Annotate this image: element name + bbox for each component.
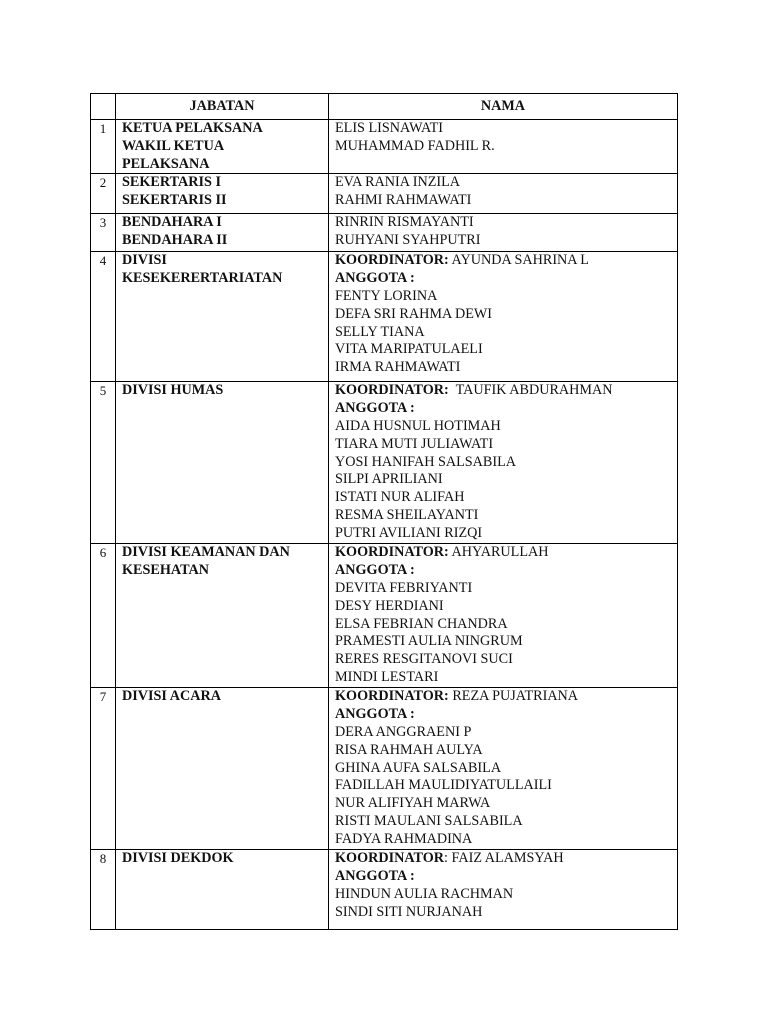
nama-cell xyxy=(329,382,678,544)
table-row xyxy=(91,174,678,214)
koordinator-line xyxy=(335,382,671,400)
anggota-label: ANGGOTA : xyxy=(335,868,415,885)
member-name: ELSA FEBRIAN CHANDRA xyxy=(335,615,508,632)
table-row xyxy=(91,850,678,930)
member-name: IRMA RAHMAWATI xyxy=(335,359,461,376)
jabatan-line: KETUA PELAKSANA xyxy=(122,120,263,136)
table-row xyxy=(91,544,678,688)
koordinator-line xyxy=(335,252,671,270)
jabatan-line: BENDAHARA I xyxy=(122,214,222,231)
table-row xyxy=(91,120,678,174)
koordinator-name: TAUFIK ABDURAHMAN xyxy=(448,382,613,399)
member-name: VITA MARIPATULAELI xyxy=(335,341,483,358)
header-jabatan: JABATAN xyxy=(116,94,329,120)
header-row xyxy=(91,94,678,120)
anggota-label: ANGGOTA : xyxy=(335,400,415,417)
koordinator-name: AYUNDA SAHRINA L xyxy=(448,252,589,269)
member-name: AIDA HUSNUL HOTIMAH xyxy=(335,417,501,434)
member-name: RERES RESGITANOVI SUCI xyxy=(335,651,513,668)
member-name: FADILLAH MAULIDIYATULLAILI xyxy=(335,777,552,794)
member-name: RINRIN RISMAYANTI xyxy=(335,214,474,231)
jabatan-line: SEKERTARIS II xyxy=(122,192,227,209)
nama-cell xyxy=(329,120,678,174)
jabatan-cell xyxy=(116,688,329,850)
member-name: FADYA RAHMADINA xyxy=(335,830,473,847)
member-name: SINDI SITI NURJANAH xyxy=(335,903,483,920)
koordinator-label: KOORDINATOR: xyxy=(335,688,449,705)
jabatan-line: PELAKSANA xyxy=(122,155,210,172)
jabatan-line: BENDAHARA II xyxy=(122,232,228,249)
table-header xyxy=(91,94,678,120)
nama-cell xyxy=(329,688,678,850)
table-row xyxy=(91,382,678,544)
member-name: FENTY LORINA xyxy=(335,287,438,304)
row-number: 4 xyxy=(91,252,116,382)
committee-table xyxy=(90,93,678,930)
member-name: RISTI MAULANI SALSABILA xyxy=(335,812,523,829)
nama-cell xyxy=(329,544,678,688)
koordinator-name: : FAIZ ALAMSYAH xyxy=(444,850,564,867)
table-row xyxy=(91,688,678,850)
jabatan-cell xyxy=(116,544,329,688)
jabatan-cell xyxy=(116,120,329,174)
nama-cell xyxy=(329,252,678,382)
nama-cell xyxy=(329,214,678,252)
jabatan-line: DIVISI HUMAS xyxy=(122,382,224,399)
row-number: 1 xyxy=(91,120,116,174)
member-name: DEVITA FEBRIYANTI xyxy=(335,579,473,596)
member-name: MUHAMMAD FADHIL R. xyxy=(335,137,495,154)
member-name: DEFA SRI RAHMA DEWI xyxy=(335,305,492,322)
table-body xyxy=(91,120,678,930)
member-name: SELLY TIANA xyxy=(335,323,425,340)
row-number: 8 xyxy=(91,850,116,930)
koordinator-label: KOORDINATOR: xyxy=(335,544,449,561)
koordinator-name: AHYARULLAH xyxy=(448,544,549,561)
member-name: SILPI APRILIANI xyxy=(335,471,443,488)
jabatan-line: KESEKERERTARIATAN xyxy=(122,270,283,287)
member-name: PRAMESTI AULIA NINGRUM xyxy=(335,633,523,650)
member-name: RAHMI RAHMAWATI xyxy=(335,192,472,209)
jabatan-line: SEKERTARIS I xyxy=(122,174,221,191)
jabatan-line: DIVISI KEAMANAN DAN xyxy=(122,544,290,561)
member-name: DERA ANGGRAENI P xyxy=(335,723,472,740)
member-name: MINDI LESTARI xyxy=(335,668,439,685)
header-nama: NAMA xyxy=(329,94,678,120)
jabatan-cell xyxy=(116,382,329,544)
member-name: HINDUN AULIA RACHMAN xyxy=(335,885,514,902)
row-number: 2 xyxy=(91,174,116,214)
member-name: TIARA MUTI JULIAWATI xyxy=(335,435,494,452)
member-name: YOSI HANIFAH SALSABILA xyxy=(335,453,517,470)
member-name: EVA RANIA INZILA xyxy=(335,174,461,191)
koordinator-line xyxy=(335,688,671,706)
jabatan-line: DIVISI xyxy=(122,252,167,269)
koordinator-line xyxy=(335,544,671,562)
jabatan-line: DIVISI DEKDOK xyxy=(122,850,234,867)
jabatan-cell xyxy=(116,174,329,214)
table-row xyxy=(91,214,678,252)
member-name: PUTRI AVILIANI RIZQI xyxy=(335,524,483,541)
row-number: 6 xyxy=(91,544,116,688)
member-name: RESMA SHEILAYANTI xyxy=(335,506,479,523)
koordinator-label: KOORDINATOR: xyxy=(335,252,449,269)
table-row xyxy=(91,252,678,382)
nama-cell xyxy=(329,174,678,214)
jabatan-cell xyxy=(116,214,329,252)
koordinator-label: KOORDINATOR: xyxy=(335,382,449,399)
anggota-label: ANGGOTA : xyxy=(335,270,415,287)
jabatan-cell xyxy=(116,850,329,930)
jabatan-line: DIVISI ACARA xyxy=(122,688,221,705)
member-name: GHINA AUFA SALSABILA xyxy=(335,759,502,776)
jabatan-cell xyxy=(116,252,329,382)
koordinator-name: REZA PUJATRIANA xyxy=(448,688,579,705)
row-number: 7 xyxy=(91,688,116,850)
nama-cell xyxy=(329,850,678,930)
member-name: NUR ALIFIYAH MARWA xyxy=(335,795,491,812)
header-no xyxy=(91,94,116,120)
member-name: ELIS LISNAWATI xyxy=(335,120,444,136)
row-number: 5 xyxy=(91,382,116,544)
jabatan-line: KESEHATAN xyxy=(122,562,209,579)
jabatan-line: WAKIL KETUA xyxy=(122,137,225,154)
anggota-label: ANGGOTA : xyxy=(335,706,415,723)
member-name: RISA RAHMAH AULYA xyxy=(335,741,483,758)
koordinator-label: KOORDINATOR xyxy=(335,850,445,867)
member-name: DESY HERDIANI xyxy=(335,597,444,614)
row-number: 3 xyxy=(91,214,116,252)
koordinator-line xyxy=(335,850,671,868)
member-name: RUHYANI SYAHPUTRI xyxy=(335,232,481,249)
member-name: ISTATI NUR ALIFAH xyxy=(335,489,465,506)
anggota-label: ANGGOTA : xyxy=(335,562,415,579)
